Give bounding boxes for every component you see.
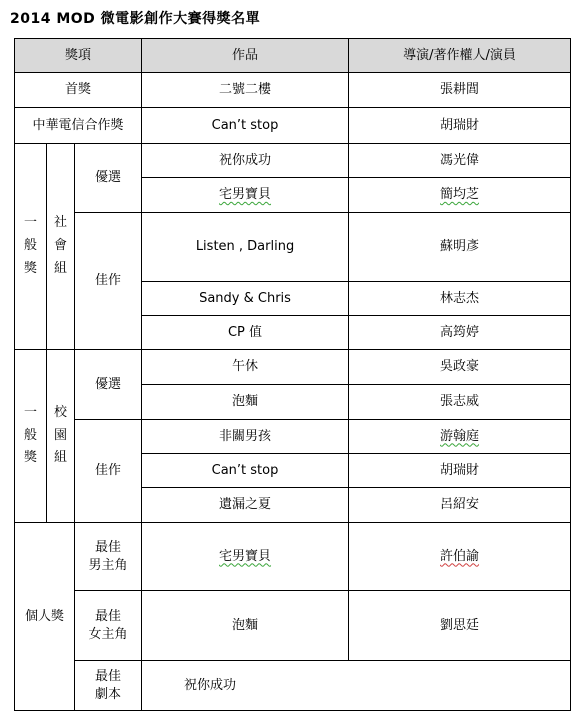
subgroup-cell <box>47 350 75 523</box>
award-cell: 中華電信合作獎 <box>15 108 142 144</box>
table-row <box>15 591 571 661</box>
work-cell <box>142 178 349 213</box>
group-label: 一般獎 <box>23 215 37 276</box>
person-text: 游翰庭 <box>440 428 480 444</box>
group-label: 一般獎 <box>23 404 37 466</box>
person-cell: 高筠婷 <box>349 316 571 350</box>
page-title: 2014 MOD 微電影創作大賽得獎名單 <box>10 11 261 27</box>
work-cell: Can’t stop <box>142 108 349 144</box>
category-label-line: 男主角 <box>88 557 128 573</box>
work-cell: 泡麵 <box>142 385 349 420</box>
category-cell: 優選 <box>75 144 142 213</box>
work-cell: 午休 <box>142 350 349 385</box>
table-row <box>15 523 571 591</box>
category-label-line: 女主角 <box>88 626 128 642</box>
category-cell: 佳作 <box>75 213 142 350</box>
category-label-line: 最佳 <box>95 539 122 555</box>
group-cell: 個人獎 <box>15 523 75 711</box>
table-row <box>15 350 571 385</box>
work-cell: 遺漏之夏 <box>142 488 349 523</box>
work-cell: 祝你成功 <box>142 661 571 711</box>
header-award: 獎項 <box>15 39 142 73</box>
header-row <box>15 39 571 73</box>
work-cell: CP 值 <box>142 316 349 350</box>
person-cell: 呂紹安 <box>349 488 571 523</box>
person-cell: 張志威 <box>349 385 571 420</box>
category-cell <box>75 661 142 711</box>
award-cell: 首獎 <box>15 73 142 108</box>
work-cell: 祝你成功 <box>142 144 349 178</box>
work-cell <box>142 523 349 591</box>
header-work: 作品 <box>142 39 349 73</box>
person-cell: 胡瑞財 <box>349 108 571 144</box>
table-row <box>15 144 571 178</box>
person-cell: 蘇明彥 <box>349 213 571 282</box>
subgroup-label: 校園組 <box>53 404 67 466</box>
person-cell: 胡瑞財 <box>349 454 571 488</box>
awards-table <box>14 38 571 711</box>
person-text: 許伯諭 <box>440 548 480 564</box>
person-cell: 張耕閭 <box>349 73 571 108</box>
person-cell <box>349 178 571 213</box>
person-text: 簡均芝 <box>440 187 480 203</box>
category-label-line: 最佳 <box>95 608 122 624</box>
group-cell <box>15 144 47 350</box>
work-cell: Listen , Darling <box>142 213 349 282</box>
table-row <box>15 213 571 282</box>
work-cell: 泡麵 <box>142 591 349 661</box>
work-cell: Can’t stop <box>142 454 349 488</box>
work-cell: Sandy & Chris <box>142 282 349 316</box>
header-people: 導演/著作權人/演員 <box>349 39 571 73</box>
category-cell: 佳作 <box>75 420 142 523</box>
person-cell <box>349 591 571 661</box>
category-cell: 優選 <box>75 350 142 420</box>
category-cell <box>75 523 142 591</box>
category-label-line: 最佳 <box>95 668 122 684</box>
person-cell: 馮光偉 <box>349 144 571 178</box>
table-row <box>15 420 571 454</box>
work-cell: 二號二樓 <box>142 73 349 108</box>
person-text: 劉思廷 <box>440 617 480 633</box>
person-cell: 吳政豪 <box>349 350 571 385</box>
category-label-line: 劇本 <box>95 686 122 702</box>
subgroup-cell <box>47 144 75 350</box>
subgroup-label: 社會組 <box>53 215 67 276</box>
table-row <box>15 661 571 711</box>
category-cell <box>75 591 142 661</box>
work-text: 宅男寶貝 <box>219 548 272 564</box>
table-row <box>15 108 571 144</box>
table-row <box>15 73 571 108</box>
group-cell <box>15 350 47 523</box>
person-cell <box>349 420 571 454</box>
work-text: 宅男寶貝 <box>219 187 272 203</box>
person-cell: 林志杰 <box>349 282 571 316</box>
person-cell <box>349 523 571 591</box>
work-cell: 非關男孩 <box>142 420 349 454</box>
